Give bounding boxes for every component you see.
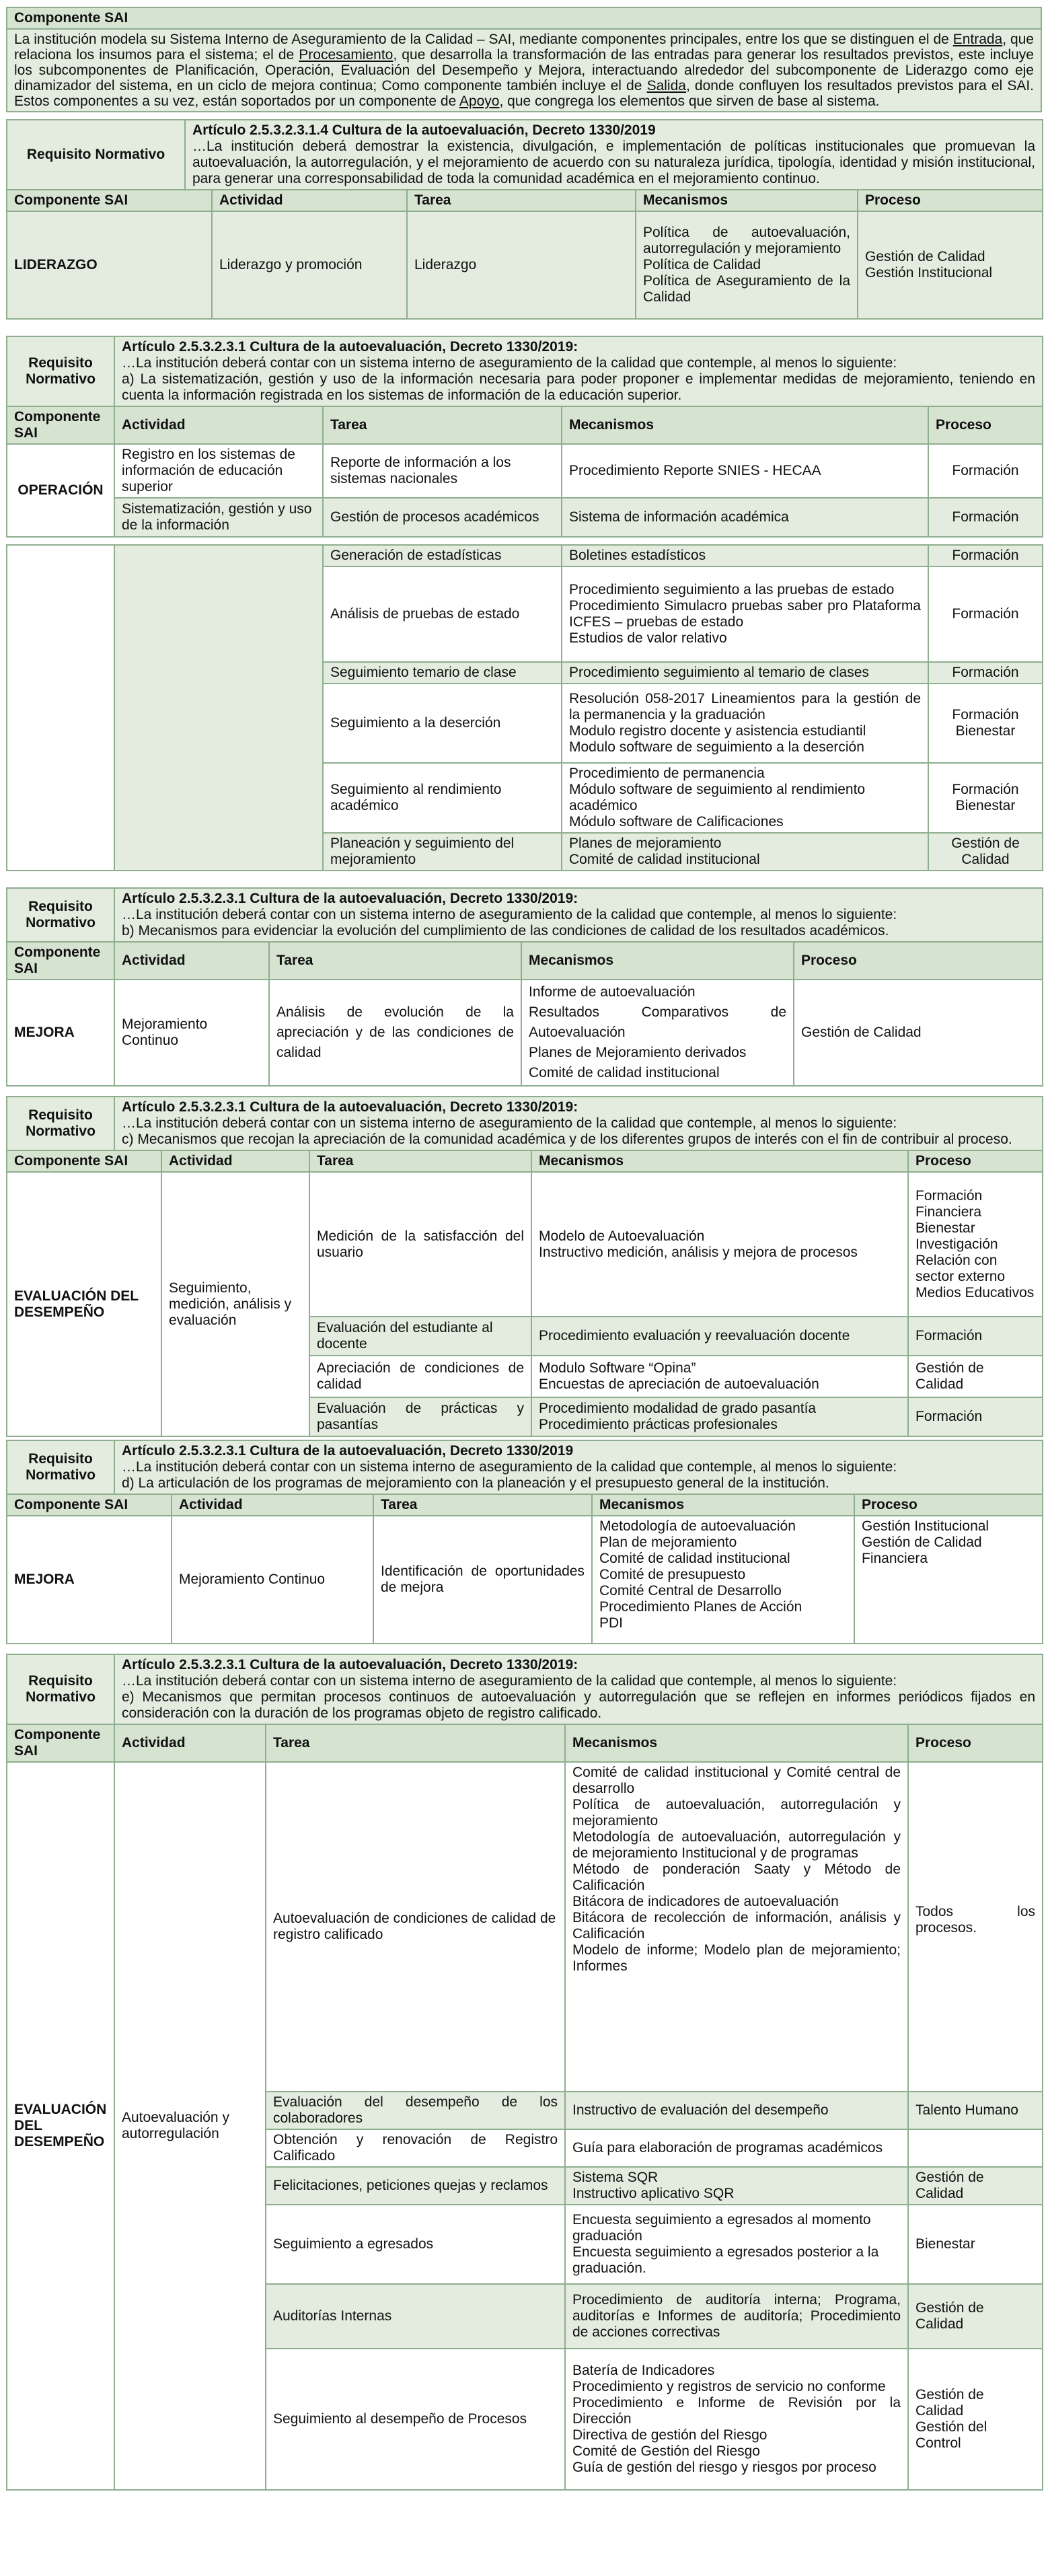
mech-item: Comité de Gestión del Riesgo (572, 2443, 760, 2459)
req-label: Requisito Normativo (7, 120, 185, 190)
process-cell: Formación (908, 1317, 1043, 1356)
req-text (114, 888, 1043, 942)
mechanisms-cell (562, 566, 928, 662)
mechanisms-cell: Procedimiento de auditoría interna; Programa, auditorías e Informes de auditoría; Procedimiento de acciones correctivas (565, 2284, 908, 2349)
intro-table (6, 7, 1042, 112)
mech-item: Modulo Software “Opina” (539, 1360, 696, 1376)
intro-text (7, 29, 1041, 112)
mech-item: Procedimiento modalidad de grado pasantía (539, 1401, 817, 1416)
activity-cell: Liderazgo y promoción (212, 211, 407, 319)
mechanisms-cell (531, 1172, 908, 1317)
task-cell: Generación de estadísticas (323, 545, 562, 566)
activity-cell: Sistematización, gestión y uso de la información (114, 498, 323, 537)
col-proceso: Proceso (908, 1724, 1043, 1762)
col-componente: Componente SAI (7, 190, 212, 211)
task-cell: Liderazgo (407, 211, 636, 319)
table-operacion (6, 336, 1043, 538)
mech-item: Metodología de autoevaluación, autorregulación y de mejoramiento Institucional y de programas (572, 1829, 901, 1861)
req-body: …La institución deberá contar con un sistema interno de aseguramiento de la calidad que contemple, al menos lo siguiente: (122, 1673, 897, 1689)
process-cell (928, 684, 1043, 763)
mech-item: Instructivo medición, análisis y mejora de procesos (539, 1244, 858, 1260)
proc-item: Financiera (915, 1204, 982, 1220)
comp-mejora: MEJORA (7, 1516, 172, 1644)
intro-p5: , que congrega los elementos que sirven de base al sistema. (499, 94, 880, 109)
mech-item: Batería de Indicadores (572, 2363, 715, 2378)
col-actividad: Actividad (172, 1494, 373, 1516)
process-cell (908, 2129, 1043, 2167)
comp-operacion: OPERACIÓN (7, 444, 114, 537)
proc-item: Relación con sector externo (915, 1252, 1006, 1284)
mech-item: Plan de mejoramiento (599, 1535, 737, 1550)
mechanisms-cell (565, 2205, 908, 2284)
process-cell: Formación (908, 1397, 1043, 1436)
task-cell: Planeación y seguimiento del mejoramiento (323, 833, 562, 871)
mech-item: Comité Central de Desarrollo (599, 1583, 782, 1598)
mech-item: Encuesta seguimiento a egresados al momento graduación (572, 2212, 871, 2244)
mech-item: Informe de autoevaluación (529, 984, 696, 1000)
table-mejora-b (6, 887, 1043, 1087)
col-mecanismos: Mecanismos (562, 406, 928, 444)
proc-item: Formación (952, 782, 1019, 797)
task-cell: Obtención y renovación de Registro Calificado (266, 2129, 565, 2167)
mechanisms-cell: Instructivo de evaluación del desempeño (565, 2092, 908, 2129)
req-article: Artículo 2.5.3.2.3.1 Cultura de la autoevaluación, Decreto 1330/2019: (122, 891, 578, 906)
intro-p2: , que relaciona los insumos para el sistema; el de (14, 32, 1034, 63)
col-actividad: Actividad (212, 190, 407, 211)
col-actividad: Actividad (114, 406, 323, 444)
intro-p1: La institución modela su Sistema Interno de Aseguramiento de la Calidad – SAI, mediante componentes principales, entre los que se distinguen el de (14, 32, 953, 47)
task-cell: Gestión de procesos académicos (323, 498, 562, 537)
proc-item: Gestión del Control (915, 2419, 987, 2451)
task-cell: Seguimiento al desempeño de Procesos (266, 2349, 565, 2490)
process-cell: Gestión de Calidad (794, 980, 1043, 1086)
mech-item: Guía de gestión del riesgo y riesgos por proceso (572, 2460, 876, 2475)
col-actividad: Actividad (161, 1150, 309, 1172)
task-cell: Evaluación del desempeño de los colaboradores (266, 2092, 565, 2129)
task-cell: Apreciación de condiciones de calidad (309, 1356, 531, 1397)
empty-comp-cell (7, 545, 114, 871)
req-text (114, 1097, 1043, 1150)
req-label: Requisito Normativo (7, 888, 114, 942)
mechanisms-cell (565, 2349, 908, 2490)
comp-evaluacion: EVALUACIÓN DEL DESEMPEÑO (7, 1762, 114, 2490)
mechanisms-cell: Sistema de información académica (562, 498, 928, 537)
intro-p3: , que desarrolla la transformación de las entradas para generar los resultados previstos, este incluye los subcomponentes de Planificación, Operación, Evaluación del Desempeño y Mejora, interactuando alrededor del subcomponente de Liderazgo como eje dinamizador del sistema, en un ciclo de mejora continua; Como componente también incluye el de (14, 47, 1034, 94)
activity-cell: Seguimiento, medición, análisis y evaluación (161, 1172, 309, 1436)
intro-apoyo: Apoyo (459, 94, 500, 109)
mech-item: Estudios de valor relativo (569, 630, 727, 646)
mech-item: Política de Aseguramiento de la Calidad (643, 273, 850, 305)
mech-item: Bitácora de recolección de información, análisis y Calificación (572, 1910, 901, 1942)
mech-item: Modelo de informe; Modelo plan de mejoramiento; Informes (572, 1942, 901, 1974)
col-componente: Componente SAI (7, 1494, 172, 1516)
proc-item: Gestión Institucional (862, 1518, 989, 1534)
task-cell: Seguimiento a la deserción (323, 684, 562, 763)
table-operacion-cont (6, 544, 1043, 871)
intro-p4: , donde confluyen los resultados previstos para el SAI. Estos componentes a su vez, están soportados por un componente de (14, 78, 1035, 109)
empty-activity-cell (114, 545, 323, 871)
req-article: Artículo 2.5.3.2.3.1.4 Cultura de la autoevaluación, Decreto 1330/2019 (192, 122, 656, 138)
activity-cell: Autoevaluación y autorregulación (114, 1762, 266, 2490)
col-mecanismos: Mecanismos (636, 190, 858, 211)
task-cell: Medición de la satisfacción del usuario (309, 1172, 531, 1317)
mech-item: Comité de calidad institucional (569, 852, 760, 867)
mech-item: Procedimiento seguimiento a las pruebas de estado (569, 582, 895, 597)
proc-item: Formación (915, 1187, 983, 1204)
mech-item: Procedimiento y registros de servicio no conforme (572, 2379, 886, 2394)
task-cell: Análisis de evolución de la apreciación y de las condiciones de calidad (269, 980, 521, 1086)
mech-item: Planes de mejoramiento (569, 836, 722, 851)
mech-item: Comité de presupuesto (599, 1567, 746, 1582)
mech-item: Planes de Mejoramiento derivados (529, 1045, 747, 1060)
col-tarea: Tarea (407, 190, 636, 211)
mech-item: Modulo software de seguimiento a la deserción (569, 739, 864, 755)
mech-item: Resultados Comparativos de Autoevaluación (529, 1004, 786, 1040)
col-tarea: Tarea (269, 942, 521, 980)
activity-cell: Mejoramiento Continuo (172, 1516, 373, 1644)
mech-item: Metodología de autoevaluación (599, 1518, 796, 1534)
process-cell: Formación (928, 566, 1043, 662)
mech-item: Modelo de Autoevaluación (539, 1228, 705, 1244)
intro-entrada: Entrada (952, 32, 1003, 47)
req-label: Requisito Normativo (7, 1097, 114, 1150)
intro-procesamiento: Procesamiento (299, 47, 394, 63)
req-body: …La institución deberá contar con un sistema interno de aseguramiento de la calidad que contemple, al menos lo siguiente: (122, 1459, 897, 1475)
proc-item: Bienestar (955, 723, 1016, 739)
task-cell: Auditorías Internas (266, 2284, 565, 2349)
req-item: c) Mecanismos que recojan la apreciación de la comunidad académica y de los diferentes grupos de interés con el fin de contribuir al proceso. (122, 1132, 1012, 1147)
mech-item: Directiva de gestión del Riesgo (572, 2427, 768, 2443)
process-cell: Formación (928, 444, 1043, 498)
activity-cell: Registro en los sistemas de información de educación superior (114, 444, 323, 498)
mechanisms-cell: Guía para elaboración de programas académicos (565, 2129, 908, 2167)
process-cell (908, 2349, 1043, 2490)
proc-item: Gestión de Calidad (915, 2387, 984, 2419)
mechanisms-cell (636, 211, 858, 319)
mech-item: Instructivo aplicativo SQR (572, 2186, 735, 2201)
req-body: …La institución deberá contar con un sistema interno de aseguramiento de la calidad que contemple, al menos lo siguiente: (122, 1115, 897, 1131)
col-tarea: Tarea (309, 1150, 531, 1172)
table-evaluacion-e (6, 1654, 1043, 2491)
mech-item: Sistema SQR (572, 2170, 659, 2185)
req-body: …La institución deberá contar con un sistema interno de aseguramiento de la calidad que contemple, al menos lo siguiente: (122, 355, 897, 371)
req-article: Artículo 2.5.3.2.3.1 Cultura de la autoevaluación, Decreto 1330/2019 (122, 1443, 574, 1459)
comp-mejora: MEJORA (7, 980, 114, 1086)
proc-item: Bienestar (915, 1220, 975, 1236)
col-componente: Componente SAI (7, 1150, 161, 1172)
task-cell: Seguimiento al rendimiento académico (323, 763, 562, 833)
proc-item: Gestión de Calidad (865, 249, 985, 264)
process-cell (854, 1516, 1043, 1644)
intro-salida: Salida (646, 78, 686, 94)
task-cell: Evaluación de prácticas y pasantías (309, 1397, 531, 1436)
task-cell: Felicitaciones, peticiones quejas y reclamos (266, 2167, 565, 2205)
mechanisms-cell (562, 684, 928, 763)
process-cell: Gestión de Calidad (928, 833, 1043, 871)
mech-item: Política de Calidad (643, 257, 761, 272)
mechanisms-cell: Procedimiento evaluación y reevaluación docente (531, 1317, 908, 1356)
mechanisms-cell: Procedimiento seguimiento al temario de clases (562, 662, 928, 684)
mechanisms-cell (592, 1516, 854, 1644)
mechanisms-cell (565, 2167, 908, 2205)
proc-item: Bienestar (955, 798, 1016, 813)
mech-item: Comité de calidad institucional y Comité central de desarrollo (572, 1765, 901, 1796)
mechanisms-cell (531, 1397, 908, 1436)
table-liderazgo-body (6, 189, 1043, 320)
col-componente: Componente SAI (7, 942, 114, 980)
col-proceso: Proceso (794, 942, 1043, 980)
req-text (185, 120, 1043, 190)
mech-item: Procedimiento Simulacro pruebas saber pro Plataforma ICFES – pruebas de estado (569, 598, 921, 630)
table-mejora-d (6, 1440, 1043, 1644)
document-page (6, 0, 1042, 2491)
table-evaluacion-c (6, 1096, 1043, 1437)
process-cell: Formación (928, 662, 1043, 684)
mechanisms-cell (565, 1762, 908, 2092)
mech-item: Política de autoevaluación, autorregulación y mejoramiento (643, 225, 850, 256)
mech-item: Procedimiento e Informe de Revisión por la Dirección (572, 2395, 901, 2427)
col-mecanismos: Mecanismos (531, 1150, 908, 1172)
process-cell (908, 1172, 1043, 1317)
mech-item: Encuesta seguimiento a egresados posterior a la graduación. (572, 2244, 879, 2276)
task-cell: Análisis de pruebas de estado (323, 566, 562, 662)
task-cell: Seguimiento temario de clase (323, 662, 562, 684)
req-item: e) Mecanismos que permitan procesos continuos de autoevaluación y autorregulación que se reflejen en informes periódicos fijados en consideración con la duración de los programas objeto de registro calificado. (122, 1689, 1036, 1721)
mechanisms-cell: Procedimiento Reporte SNIES - HECAA (562, 444, 928, 498)
mech-item: Modulo registro docente y asistencia estudiantil (569, 723, 866, 739)
mechanisms-cell: Boletines estadísticos (562, 545, 928, 566)
mech-item: Comité de calidad institucional (599, 1551, 790, 1566)
process-cell: Gestión de Calidad (908, 1356, 1043, 1397)
col-actividad: Actividad (114, 1724, 266, 1762)
intro-title: Componente SAI (7, 7, 1041, 29)
req-text (114, 1654, 1043, 1724)
process-cell (928, 763, 1043, 833)
req-label: Requisito Normativo (7, 1654, 114, 1724)
req-text (114, 1440, 1043, 1494)
proc-item: Medios Educativos (915, 1284, 1035, 1300)
proc-item: Investigación (915, 1236, 998, 1252)
req-item: d) La articulación de los programas de mejoramiento con la planeación y el presupuesto general de la institución. (122, 1475, 829, 1491)
mechanisms-cell (562, 833, 928, 871)
mech-item: Módulo software de Calificaciones (569, 814, 784, 830)
mech-item: Módulo software de seguimiento al rendimiento académico (569, 782, 866, 813)
mech-item: Comité de calidad institucional (529, 1065, 720, 1080)
table-liderazgo (6, 119, 1043, 190)
activity-cell: Mejoramiento Continuo (114, 980, 269, 1086)
col-tarea: Tarea (266, 1724, 565, 1762)
process-cell: Talento Humano (908, 2092, 1043, 2129)
process-cell: Todos los procesos. (908, 1762, 1043, 2092)
mech-item: Bitácora de indicadores de autoevaluación (572, 1894, 839, 1909)
mech-item: Procedimiento Planes de Acción (599, 1599, 802, 1615)
comp-liderazgo: LIDERAZGO (7, 211, 212, 319)
task-cell: Autoevaluación de condiciones de calidad de registro calificado (266, 1762, 565, 2092)
mech-item: Resolución 058-2017 Lineamientos para la gestión de la permanencia y la graduación (569, 691, 921, 723)
req-label: Requisito Normativo (7, 1440, 114, 1494)
req-item: a) La sistematización, gestión y uso de la información necesaria para poder proponer e implementar medidas de mejoramiento, teniendo en cuenta la información registrada en los sistemas de información de la educación superior. (122, 371, 1036, 403)
mech-item: Método de ponderación Saaty y Método de Calificación (572, 1862, 901, 1893)
proc-item: Financiera (862, 1551, 928, 1566)
col-componente: Componente SAI (7, 1724, 114, 1762)
process-cell: Formación (928, 498, 1043, 537)
col-tarea: Tarea (323, 406, 562, 444)
task-cell: Identificación de oportunidades de mejora (373, 1516, 592, 1644)
req-item: b) Mecanismos para evidenciar la evolución del cumplimiento de las condiciones de calidad de los resultados académicos. (122, 923, 889, 939)
mechanisms-cell (521, 980, 794, 1086)
proc-item: Formación (952, 707, 1019, 723)
req-body: …La institución deberá demostrar la existencia, divulgación, e implementación de políticas institucionales que promuevan la autoevaluación, la autorregulación, y el mejoramiento de acuerdo con su naturaleza jurídica, tipología, identidad y misión institucional, para generar una corresponsabilidad de toda la comunidad académica en el mejoramiento continuo. (192, 139, 1035, 186)
process-cell: Formación (928, 545, 1043, 566)
proc-item: Gestión de Calidad (862, 1535, 982, 1550)
process-cell (858, 211, 1043, 319)
col-componente: Componente SAI (7, 406, 114, 444)
process-cell: Gestión de Calidad (908, 2167, 1043, 2205)
mech-item: Encuestas de apreciación de autoevaluación (539, 1376, 819, 1392)
col-mecanismos: Mecanismos (592, 1494, 854, 1516)
req-body: …La institución deberá contar con un sistema interno de aseguramiento de la calidad que contemple, al menos lo siguiente: (122, 907, 897, 922)
task-cell: Seguimiento a egresados (266, 2205, 565, 2284)
col-mecanismos: Mecanismos (565, 1724, 908, 1762)
mech-item: Procedimiento de permanencia (569, 766, 765, 781)
col-actividad: Actividad (114, 942, 269, 980)
mech-item: Procedimiento prácticas profesionales (539, 1417, 778, 1432)
process-cell: Gestión de Calidad (908, 2284, 1043, 2349)
col-tarea: Tarea (373, 1494, 592, 1516)
req-label: Requisito Normativo (7, 336, 114, 406)
proc-item: Gestión Institucional (865, 265, 993, 281)
mech-item: PDI (599, 1615, 624, 1631)
col-mecanismos: Mecanismos (521, 942, 794, 980)
req-article: Artículo 2.5.3.2.3.1 Cultura de la autoevaluación, Decreto 1330/2019: (122, 1099, 578, 1115)
col-proceso: Proceso (854, 1494, 1043, 1516)
req-text (114, 336, 1043, 406)
process-cell: Bienestar (908, 2205, 1043, 2284)
mechanisms-cell (562, 763, 928, 833)
req-article: Artículo 2.5.3.2.3.1 Cultura de la autoevaluación, Decreto 1330/2019: (122, 339, 578, 355)
task-cell: Reporte de información a los sistemas nacionales (323, 444, 562, 498)
col-proceso: Proceso (928, 406, 1043, 444)
col-proceso: Proceso (908, 1150, 1043, 1172)
mech-item: Política de autoevaluación, autorregulación y mejoramiento (572, 1797, 901, 1829)
req-article: Artículo 2.5.3.2.3.1 Cultura de la autoevaluación, Decreto 1330/2019: (122, 1657, 578, 1672)
col-proceso: Proceso (858, 190, 1043, 211)
comp-evaluacion: EVALUACIÓN DEL DESEMPEÑO (7, 1172, 161, 1436)
mechanisms-cell (531, 1356, 908, 1397)
task-cell: Evaluación del estudiante al docente (309, 1317, 531, 1356)
